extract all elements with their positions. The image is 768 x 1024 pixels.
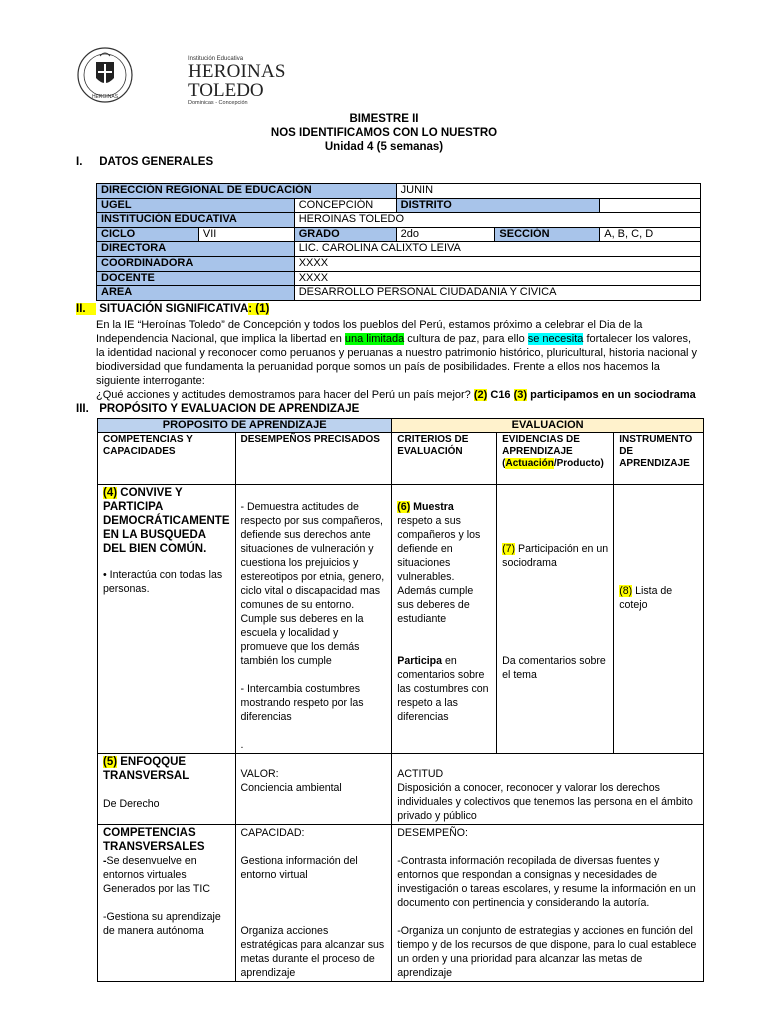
distrito-label: DISTRITO bbox=[396, 198, 600, 213]
area-label: AREA bbox=[97, 286, 295, 301]
purpose-header: PROPOSITO DE APRENDIZAJE bbox=[98, 419, 392, 433]
capacity-2: Organiza acciones estratégicas para alcanzar sus metas durante el proceso de aprendizaje bbox=[240, 925, 385, 979]
table-row bbox=[97, 213, 701, 228]
directora-value: LIC. CAROLINA CALIXTO LEIVA bbox=[294, 242, 700, 257]
transversal-competencies-cell bbox=[98, 825, 236, 982]
school-logo bbox=[76, 46, 286, 106]
situation-text-a: En la IE “Heroínas Toledo” de Concepción y todos los pueblos del Perú, estamos próximo a celebrar el Dia de la Independencia Nacional, que implica la libertad en bbox=[96, 319, 643, 345]
col-competencies: COMPETENCIAS Y CAPACIDADES bbox=[98, 433, 236, 485]
coordinadora-label: COORDINADORA bbox=[97, 256, 295, 271]
docente-label: DOCENTE bbox=[97, 271, 295, 286]
coordinadora-value: XXXX bbox=[294, 256, 700, 271]
area-value: DESARROLLO PERSONAL CIUDADANIA Y CIVICA bbox=[294, 286, 700, 301]
approach-cell bbox=[98, 754, 236, 825]
learning-plan-table bbox=[97, 418, 704, 982]
transversal-1: Se desenvuelve en entornos virtuales Generados por las TIC bbox=[103, 855, 210, 895]
table-row bbox=[97, 198, 701, 213]
capacity-cell bbox=[235, 825, 392, 982]
seccion-label: SECCIÓN bbox=[495, 227, 600, 242]
section-2-number: II. bbox=[76, 303, 96, 315]
situation-highlight-1: una limitada bbox=[344, 333, 405, 345]
marker-7: (7) bbox=[502, 543, 516, 555]
section-2-heading bbox=[76, 303, 269, 315]
docente-value: XXXX bbox=[294, 271, 700, 286]
directora-label: DIRECTORA bbox=[97, 242, 295, 257]
col-evidence: EVIDENCIAS DE APRENDIZAJE (Actuación/Producto) bbox=[497, 433, 614, 485]
situation-text-b: cultura de paz, para ello bbox=[404, 333, 528, 345]
marker-3: (3) bbox=[513, 389, 528, 401]
col-performances: DESEMPEÑOS PRECISADOS bbox=[235, 433, 392, 485]
marker-2: (2) bbox=[473, 389, 488, 401]
logo-name-line1: HEROINAS bbox=[188, 61, 286, 82]
ie-label: INSTITUCIÓN EDUCATIVA bbox=[97, 213, 295, 228]
ciclo-label: CICLO bbox=[97, 227, 199, 242]
situation-highlight-2: se necesita bbox=[527, 333, 584, 345]
evidence-1: Participación en un sociodrama bbox=[502, 543, 609, 569]
value-cell bbox=[235, 754, 392, 825]
situation-product: participamos en un sociodrama bbox=[527, 389, 696, 401]
competency-capacity: • Interactúa con todas las personas. bbox=[103, 569, 223, 595]
section-3-title: PROPÓSITO Y EVALUACION DE APRENDIZAJE bbox=[99, 403, 360, 415]
section-2-title: SITUACIÓN SIGNIFICATIVA bbox=[99, 303, 249, 315]
competency-title: CONVIVE Y PARTICIPA DEMOCRÁTICAMENTE EN LA BUSQUEDA DEL BIEN COMÚN. bbox=[103, 487, 230, 555]
transversal-performance-1: -Contrasta información recopilada de diversas fuentes y entornos que respondan a consignas y necesidades de investigación o tareas escolares, y resume la información en un documento con pertinencia y considerando la autoría. bbox=[397, 855, 696, 909]
table-row bbox=[97, 242, 701, 257]
transversal-2: -Gestiona su aprendizaje de manera autónoma bbox=[103, 911, 221, 937]
value-label: VALOR: bbox=[240, 768, 279, 780]
table-row bbox=[98, 433, 704, 485]
ciclo-value: VII bbox=[198, 227, 294, 242]
table-row bbox=[97, 286, 701, 301]
unit-title: NOS IDENTIFICAMOS CON LO NUESTRO bbox=[270, 127, 498, 139]
logo-location: Dominicas - Concepción bbox=[188, 100, 248, 106]
seal-text: HEROINAS bbox=[91, 94, 119, 100]
criteria-cell bbox=[392, 485, 497, 754]
table-row bbox=[98, 754, 704, 825]
attitude-label: ACTITUD bbox=[397, 768, 444, 780]
general-data-table bbox=[96, 183, 701, 301]
table-row bbox=[98, 825, 704, 982]
competency-cell bbox=[98, 485, 236, 754]
transversal-performance-cell bbox=[392, 825, 704, 982]
grado-label: GRADO bbox=[294, 227, 396, 242]
ie-value: HEROINAS TOLEDO bbox=[294, 213, 700, 228]
value-text: Conciencia ambiental bbox=[240, 782, 342, 794]
attitude-cell bbox=[392, 754, 704, 825]
capacity-1: Gestiona información del entorno virtual bbox=[240, 855, 358, 881]
criteria-2: en comentarios sobre las costumbres con respeto a las diferencias bbox=[397, 655, 489, 723]
grado-value: 2do bbox=[396, 227, 495, 242]
table-row bbox=[97, 271, 701, 286]
significant-situation-text bbox=[96, 318, 702, 402]
dre-value: JUNIN bbox=[396, 184, 700, 199]
transversal-dash: - bbox=[103, 855, 107, 867]
marker-6: (6) bbox=[397, 501, 411, 513]
col-evidence-label: EVIDENCIAS DE APRENDIZAJE bbox=[502, 434, 580, 457]
unit-duration: Unidad 4 (5 semanas) bbox=[324, 141, 444, 153]
criteria-verb-2: Participa bbox=[397, 655, 443, 667]
transversal-performance-2: -Organiza un conjunto de estrategias y acciones en función del tiempo y de los recursos de que dispone, para lo cual establece un orden y una prioridad para alcanzar las metas de aprendizaje bbox=[397, 925, 697, 979]
marker-8: (8) bbox=[619, 585, 633, 597]
table-row bbox=[97, 256, 701, 271]
criteria-verb-1: Muestra bbox=[410, 501, 454, 513]
approach-subtitle: De Derecho bbox=[103, 798, 160, 810]
capacity-label: CAPACIDAD: bbox=[240, 827, 305, 839]
evidence-cell bbox=[497, 485, 614, 754]
marker-5: (5) bbox=[103, 756, 118, 768]
dre-label: DIRECCIÓN REGIONAL DE EDUCACIÓN bbox=[97, 184, 397, 199]
col-instrument: INSTRUMENTO DE APRENDIZAJE bbox=[614, 433, 704, 485]
logo-name-line2: TOLEDO bbox=[188, 80, 264, 101]
performance-2: - Intercambia costumbres mostrando respeto por las diferencias bbox=[240, 683, 364, 723]
col-criteria: CRITERIOS DE EVALUACIÓN bbox=[392, 433, 497, 485]
section-3-number: III. bbox=[76, 403, 89, 415]
logo-institution-label: Institución Educativa bbox=[188, 56, 244, 62]
section-1-number: I. bbox=[76, 156, 83, 168]
approach-title: ENFOQQUE TRANSVERSAL bbox=[103, 756, 190, 782]
distrito-value bbox=[600, 198, 701, 213]
ugel-value: CONCEPCIÓN bbox=[294, 198, 396, 213]
col-evidence-tail: /Producto) bbox=[553, 458, 604, 469]
situation-question: ¿Qué acciones y actitudes demostramos para hacer del Perú un país mejor? bbox=[96, 389, 474, 401]
instrument-1: Lista de cotejo bbox=[619, 585, 673, 611]
evaluation-header: EVALUACION bbox=[392, 419, 704, 433]
evidence-2: Da comentarios sobre el tema bbox=[502, 655, 606, 681]
transversal-performance-label: DESEMPEÑO: bbox=[397, 827, 468, 839]
situation-text-c: fortalecer los valores, la identidad nacional y reconocer como peruanos y peruanas a nuestro patrimonio histórico, pluricultural, historia nacional y biodiversidad que fundamenta la peruanidad porque somos un país de posibilidades. Frente a ellos nos hacemos la siguiente interrogante: bbox=[96, 333, 698, 387]
attitude-text: Disposición a conocer, reconocer y valorar los derechos individuales y colectivos que tenemos las persona en el ámbito privado y público bbox=[397, 782, 693, 822]
seccion-value: A, B, C, D bbox=[600, 227, 701, 242]
transversal-title: COMPETENCIAS TRANSVERSALES bbox=[103, 827, 205, 853]
bimester-title: BIMESTRE II bbox=[349, 113, 419, 125]
marker-c16: C16 bbox=[487, 389, 514, 401]
school-seal-icon bbox=[76, 46, 134, 104]
col-evidence-highlight: Actuación bbox=[505, 458, 554, 469]
criteria-1: respeto a sus compañeros y los defiende en situaciones vulnerables. Además cumple sus deberes de estudiante bbox=[397, 515, 481, 625]
table-row bbox=[98, 419, 704, 433]
table-row bbox=[97, 184, 701, 199]
marker-4: (4) bbox=[103, 487, 118, 499]
performance-dot: . bbox=[240, 739, 244, 751]
section-1-heading bbox=[76, 156, 213, 168]
section-2-marker: : (1) bbox=[248, 303, 270, 315]
performance-1: - Demuestra actitudes de respecto por sus compañeros, defiende sus derechos ante situaciones de vulneración y cuestiona los prejuicios y estereotipos por etnia, genero, ciclo vital o discapacidad mas comunes de su entorno. Cumple sus deberes en la escuela y localidad y promueve que los demás también los cumple bbox=[240, 501, 385, 667]
table-row bbox=[98, 485, 704, 754]
instrument-cell bbox=[614, 485, 704, 754]
ugel-label: UGEL bbox=[97, 198, 295, 213]
section-3-heading bbox=[76, 403, 359, 415]
section-1-title: DATOS GENERALES bbox=[99, 156, 214, 168]
table-row bbox=[97, 227, 701, 242]
performances-cell bbox=[235, 485, 392, 754]
